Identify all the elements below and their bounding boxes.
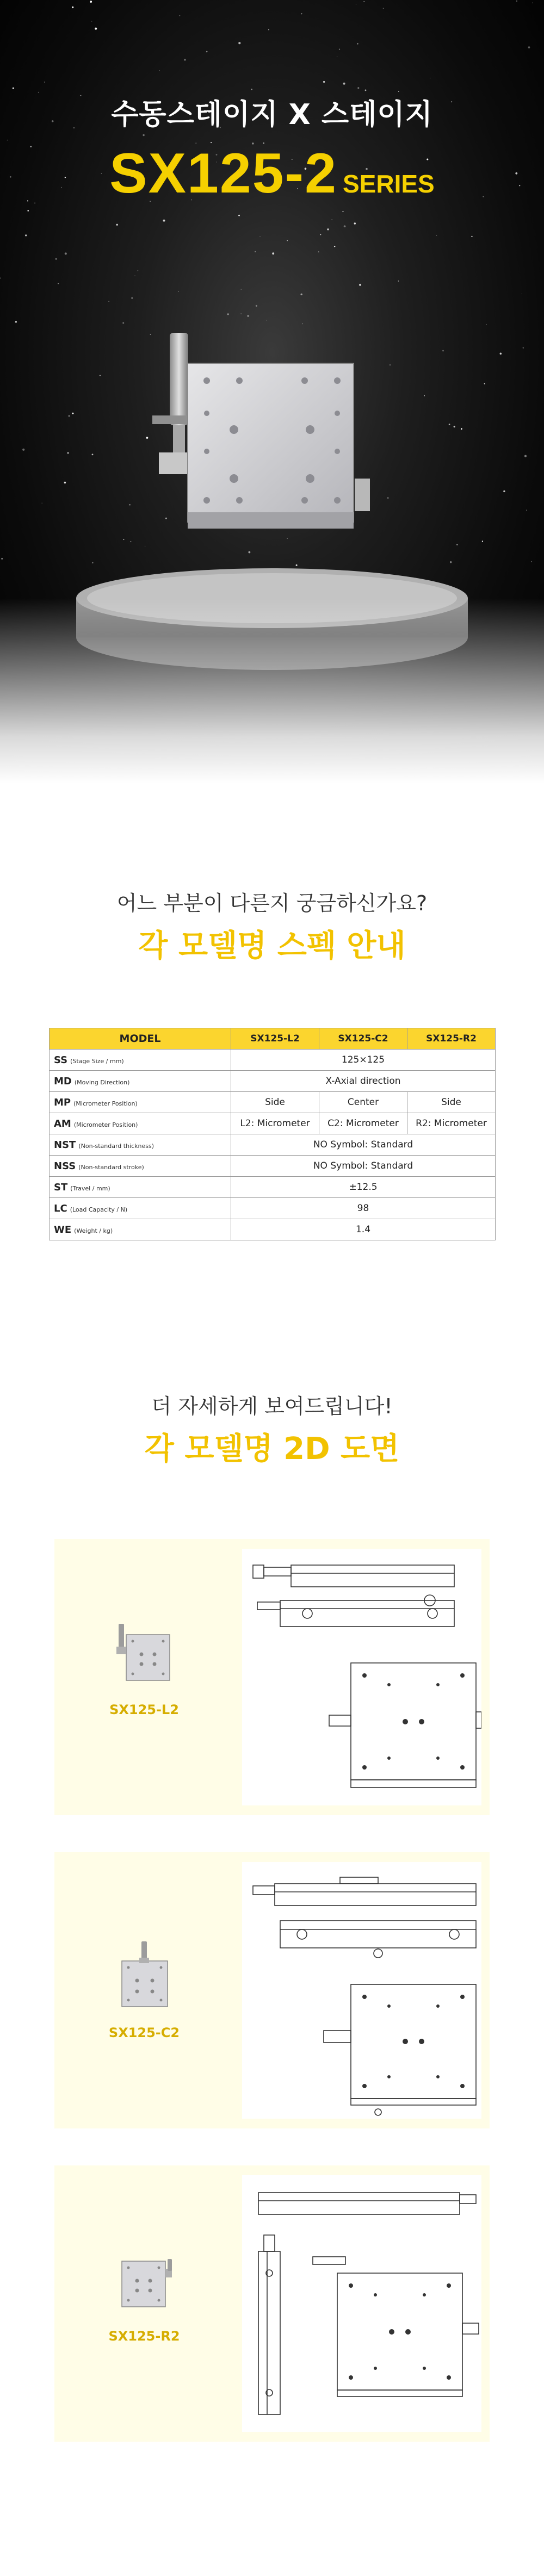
model-header: MODEL [50,1028,231,1050]
spec-row-st [50,1177,496,1198]
stage-thumbnail-image [114,1621,174,1694]
technical-drawing [242,1549,481,1805]
spec-heading: 각 모델명 스펙 안내 [138,928,406,964]
drawing-panel-r2 [54,2165,490,2442]
row-value: 1.4 [231,1219,496,1240]
model-col-header: SX125-R2 [407,1028,496,1050]
model-col-header: SX125-C2 [319,1028,407,1050]
spec-row-md [50,1071,496,1092]
row-label: MP (Micrometer Position) [50,1092,231,1113]
drawing-panel-l2 [54,1539,490,1815]
hero-title: 수동스테이지 X 스테이지 [111,98,433,131]
row-label: NSS (Non-standard stroke) [50,1156,231,1177]
row-label: MD (Moving Direction) [50,1071,231,1092]
row-label: LC (Load Capacity / N) [50,1198,231,1219]
row-label: SS (Stage Size / mm) [50,1050,231,1071]
panel-model-label: SX125-L2 [109,1702,179,1717]
drawing-heading: 각 모델명 2D 도면 [144,1431,400,1467]
series-sub-text: SERIES [343,170,435,198]
stage-thumbnail-image [114,2247,174,2320]
spec-question: 어느 부분이 다른지 궁금하신가요? [116,891,428,915]
spec-table [49,1028,496,1240]
row-value: L2: Micrometer [231,1113,319,1134]
spec-row-ss [50,1050,496,1071]
spec-row-nss [50,1156,496,1177]
drawing-panel-c2 [54,1852,490,2128]
row-value: 98 [231,1198,496,1219]
row-value: X-Axial direction [231,1071,496,1092]
technical-drawing [242,1862,481,2119]
panel-model-label: SX125-C2 [108,2025,180,2040]
row-value: ±12.5 [231,1177,496,1198]
row-value: C2: Micrometer [319,1113,407,1134]
spec-row-am [50,1113,496,1134]
model-col-header: SX125-L2 [231,1028,319,1050]
series-main-text: SX125-2 [109,142,337,205]
drawing-question: 더 자세하게 보여드립니다! [151,1394,393,1418]
row-value: NO Symbol: Standard [231,1156,496,1177]
spec-row-we [50,1219,496,1240]
spec-header-row [50,1028,496,1050]
row-label: WE (Weight / kg) [50,1219,231,1240]
spec-row-lc [50,1198,496,1219]
hero-section [0,0,544,783]
hero-fade-overlay [0,598,544,783]
spec-row-mp [50,1092,496,1113]
panel-model-label: SX125-R2 [108,2329,180,2344]
row-value: NO Symbol: Standard [231,1134,496,1156]
spec-row-nst [50,1134,496,1156]
row-value: 125×125 [231,1050,496,1071]
stage-thumbnail-image [114,1939,174,2013]
row-label: ST (Travel / mm) [50,1177,231,1198]
technical-drawing [242,2175,481,2432]
row-value: R2: Micrometer [407,1113,496,1134]
row-value: Side [407,1092,496,1113]
row-value: Side [231,1092,319,1113]
row-value: Center [319,1092,407,1113]
row-label: NST (Non-standard thickness) [50,1134,231,1156]
row-label: AM (Micrometer Position) [50,1113,231,1134]
